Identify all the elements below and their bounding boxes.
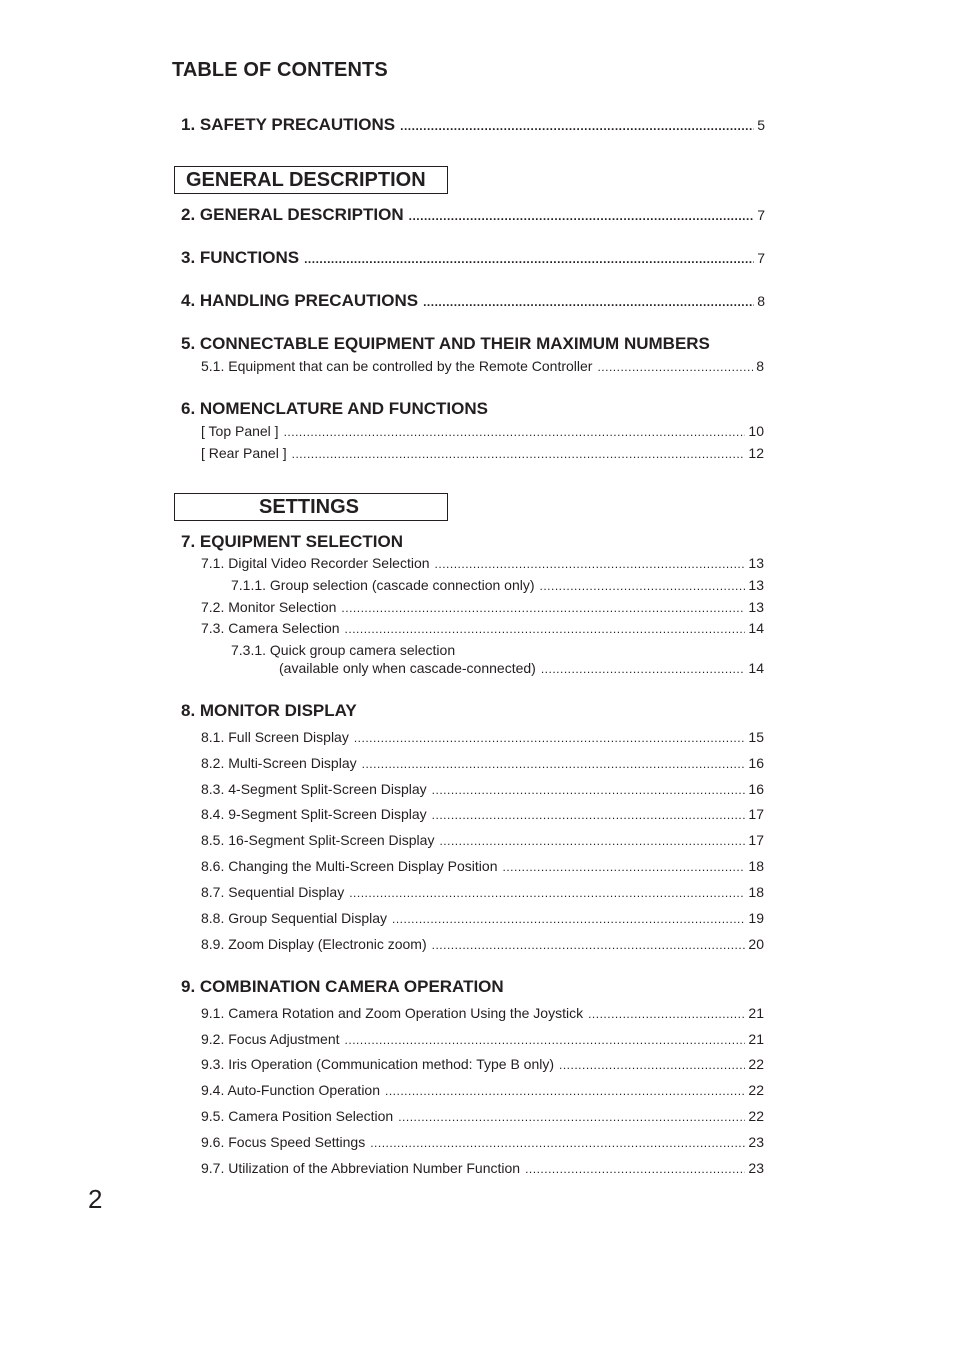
toc-entry-top-panel[interactable] [201,423,764,439]
dot-leader [423,295,754,309]
toc-entry-label: 1. SAFETY PRECAUTIONS [181,115,396,134]
toc-entry-label: 7. EQUIPMENT SELECTION [181,532,403,551]
toc-entry-label: 8.6. Changing the Multi-Screen Display Position [201,858,498,874]
dot-leader [432,938,746,952]
toc-entry-label: 9.6. Focus Speed Settings [201,1134,366,1150]
toc-entry-label: 8.8. Group Sequential Display [201,910,387,926]
toc-entry-label: 3. FUNCTIONS [181,248,300,267]
dot-leader [409,209,755,223]
dot-leader [432,808,746,822]
toc-page-number: 15 [748,729,764,745]
toc-entry-label: 4. HANDLING PRECAUTIONS [181,291,419,310]
toc-entry-label: 7.1. Digital Video Recorder Selection [201,555,430,571]
toc-entry-7-3-1[interactable] [231,642,764,658]
toc-entry-label: 8.1. Full Screen Display [201,729,349,745]
dot-leader [341,601,745,615]
dot-leader [541,662,746,676]
toc-entry-label: 8.4. 9-Segment Split-Screen Display [201,806,427,822]
toc-page-number: 8 [756,358,764,374]
toc-page-number: 10 [748,423,764,439]
toc-entry-8-4[interactable] [201,806,764,822]
page-title: TABLE OF CONTENTS [172,59,388,81]
toc-entry-label: 9.1. Camera Rotation and Zoom Operation Using the Joystick [201,1005,584,1021]
section-header-general-description: GENERAL DESCRIPTION [174,166,448,194]
toc-page-number: 14 [748,620,764,636]
toc-page-number: 8 [757,293,765,309]
toc-entry-label: 8.3. 4-Segment Split-Screen Display [201,781,427,797]
toc-heading-nomenclature[interactable] [181,399,765,419]
toc-entry-7-1[interactable] [201,555,764,571]
dot-leader [597,360,753,374]
dot-leader [349,886,745,900]
toc-entry-9-4[interactable] [201,1082,764,1098]
toc-entry-5-1[interactable] [201,358,764,374]
toc-entry-9-3[interactable] [201,1056,764,1072]
toc-page-number: 22 [748,1056,764,1072]
dot-leader [345,622,746,636]
dot-leader [503,860,746,874]
toc-heading-monitor-display[interactable] [181,701,765,721]
toc-page-number: 20 [748,936,764,952]
toc-entry-general-description[interactable] [181,205,765,225]
toc-entry-8-5[interactable] [201,832,764,848]
toc-page-number: 5 [757,117,765,133]
toc-entry-label: 8.5. 16-Segment Split-Screen Display [201,832,435,848]
toc-page-number: 18 [748,858,764,874]
toc-entry-label: 7.1.1. Group selection (cascade connection only) [231,577,535,593]
toc-entry-label: 8. MONITOR DISPLAY [181,701,357,720]
dot-leader [400,119,754,133]
dot-leader [435,557,746,571]
dot-leader [588,1007,745,1021]
dot-leader [304,252,754,266]
toc-entry-label: 6. NOMENCLATURE AND FUNCTIONS [181,399,488,418]
toc-entry-9-5[interactable] [201,1108,764,1124]
toc-page-number: 13 [748,599,764,615]
toc-entry-label: 9.5. Camera Position Selection [201,1108,394,1124]
toc-entry-8-1[interactable] [201,729,764,745]
toc-entry-7-3-1-continued[interactable] [279,660,764,676]
toc-entry-label: 5. CONNECTABLE EQUIPMENT AND THEIR MAXIMUM NUMBERS [181,334,710,353]
dot-leader [439,834,745,848]
toc-page-number: 19 [748,910,764,926]
dot-leader [345,1033,746,1047]
toc-page-number: 7 [757,250,765,266]
toc-page-number: 23 [748,1134,764,1150]
toc-entry-8-9[interactable] [201,936,764,952]
toc-entry-9-2[interactable] [201,1031,764,1047]
toc-page-number: 16 [748,755,764,771]
toc-entry-label: [ Rear Panel ] [201,445,287,461]
toc-entry-9-7[interactable] [201,1160,764,1176]
toc-entry-label: 8.7. Sequential Display [201,884,345,900]
toc-entry-label: 9. COMBINATION CAMERA OPERATION [181,977,504,996]
toc-page-number: 16 [748,781,764,797]
toc-page-number: 22 [748,1108,764,1124]
toc-page-number: 21 [748,1031,764,1047]
dot-leader [385,1084,745,1098]
section-header-settings: SETTINGS [174,493,448,521]
dot-leader [292,447,746,461]
toc-entry-label: 9.3. Iris Operation (Communication method: Type B only) [201,1056,555,1072]
toc-page-number: 17 [748,806,764,822]
toc-entry-7-3[interactable] [201,620,764,636]
toc-entry-label: [ Top Panel ] [201,423,279,439]
dot-leader [525,1162,745,1176]
dot-leader [392,912,745,926]
toc-page-number: 17 [748,832,764,848]
toc-entry-9-1[interactable] [201,1005,764,1021]
toc-entry-safety-precautions[interactable] [181,115,765,135]
toc-entry-label: 7.3. Camera Selection [201,620,340,636]
toc-page-number: 14 [748,660,764,676]
toc-entry-label: 9.4. Auto-Function Operation [201,1082,380,1098]
toc-entry-label: 5.1. Equipment that can be controlled by the Remote Controller [201,358,593,374]
toc-entry-label: 7.3.1. Quick group camera selection [231,642,456,658]
toc-entry-8-7[interactable] [201,884,764,900]
toc-entry-7-2[interactable] [201,599,764,615]
toc-entry-functions[interactable] [181,248,765,268]
dot-leader [559,1058,745,1072]
toc-page-number: 13 [748,577,764,593]
toc-page-number: 12 [748,445,764,461]
toc-entry-label: 2. GENERAL DESCRIPTION [181,205,404,224]
toc-entry-rear-panel[interactable] [201,445,764,461]
page-number: 2 [88,1184,103,1214]
dot-leader [540,579,746,593]
dot-leader [432,783,746,797]
dot-leader [370,1136,745,1150]
toc-entry-7-1-1[interactable] [231,577,764,593]
toc-entry-label: (available only when cascade-connected) [279,660,536,676]
toc-entry-handling-precautions[interactable] [181,291,765,311]
toc-page-number: 22 [748,1082,764,1098]
toc-entry-8-8[interactable] [201,910,764,926]
toc-heading-combination-camera[interactable] [181,977,765,997]
toc-entry-label: 9.2. Focus Adjustment [201,1031,340,1047]
toc-entry-label: 9.7. Utilization of the Abbreviation Number Function [201,1160,521,1176]
toc-entry-8-2[interactable] [201,755,764,771]
dot-leader [398,1110,745,1124]
toc-page-number: 18 [748,884,764,900]
toc-entry-label: 7.2. Monitor Selection [201,599,337,615]
toc-page-number: 21 [748,1005,764,1021]
toc-heading-equipment-selection[interactable] [181,532,765,552]
toc-heading-connectable-equipment[interactable] [181,334,765,354]
toc-entry-8-3[interactable] [201,781,764,797]
toc-entry-label: 8.9. Zoom Display (Electronic zoom) [201,936,427,952]
toc-entry-8-6[interactable] [201,858,764,874]
dot-leader [284,425,746,439]
toc-page-number: 23 [748,1160,764,1176]
toc-entry-label: 8.2. Multi-Screen Display [201,755,357,771]
toc-page-number: 13 [748,555,764,571]
toc-entry-9-6[interactable] [201,1134,764,1150]
dot-leader [362,757,746,771]
toc-page-number: 7 [757,207,765,223]
dot-leader [354,731,746,745]
